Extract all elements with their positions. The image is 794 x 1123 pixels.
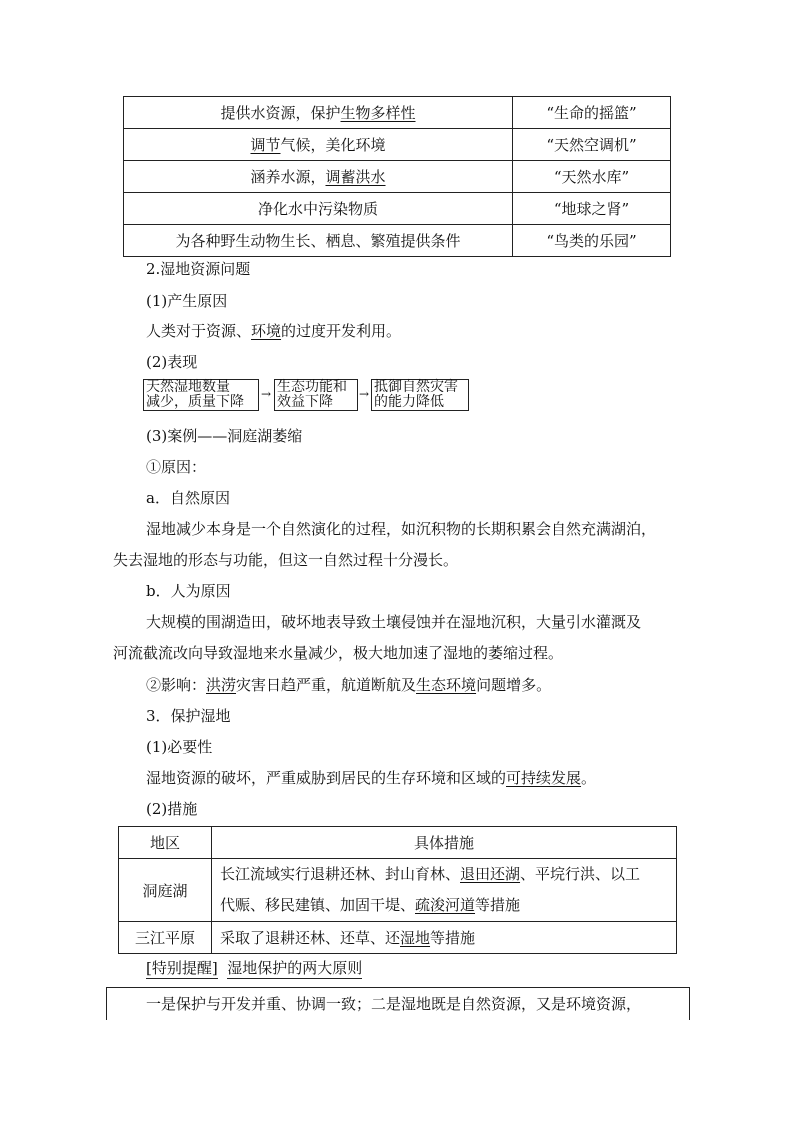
header-area: 地区 (119, 827, 212, 859)
table-row (124, 97, 671, 129)
table-row (119, 922, 677, 954)
special-tip-title (146, 957, 362, 978)
necessity-text: 湿地资源的破坏，严重威胁到居民的生存环境和区域的可持续发展。 (146, 769, 597, 787)
table-header-row (119, 827, 677, 859)
symptom-label: (2)表现 (146, 353, 198, 371)
flow-box-3: 抵御自然灾害 的能力降低 (371, 379, 469, 411)
nickname-cell: “天然水库” (513, 161, 671, 193)
nickname-cell: “鸟类的乐园” (513, 225, 671, 257)
flow-arrow: → (359, 387, 370, 401)
measures-label: (2)措施 (146, 800, 198, 818)
section-heading-2: 2.湿地资源问题 (146, 260, 251, 278)
protection-measures-table (118, 826, 677, 954)
function-cell: 调节气候，美化环境 (124, 129, 513, 161)
table-row (119, 859, 677, 922)
paragraph-line: 失去湿地的形态与功能，但这一自然过程十分漫长。 (113, 551, 459, 569)
area-cell: 三江平原 (119, 922, 212, 954)
flow-box-1: 天然湿地数量 减少，质量下降 (143, 379, 259, 411)
nickname-cell: “地球之肾” (513, 193, 671, 225)
natural-label: a．自然原因 (146, 489, 230, 507)
tip-text: 一是保护与开发并重、协调一致；二是湿地既是自然资源，又是环境资源， (146, 995, 642, 1013)
paragraph-line: 大规模的围湖造田，破坏地表导致土壤侵蚀并在湿地沉积，大量引水灌溉及 (146, 613, 642, 631)
header-detail: 具体措施 (212, 827, 677, 859)
flow-arrow: → (261, 387, 272, 401)
necessity-label: (1)必要性 (146, 738, 213, 756)
tip-label: [特别提醒] (146, 959, 218, 977)
function-cell: 提供水资源，保护生物多样性 (124, 97, 513, 129)
paragraph-line: 河流截流改向导致湿地来水量减少，极大地加速了湿地的萎缩过程。 (113, 644, 564, 662)
reason-label: ①原因： (146, 458, 207, 476)
table-row (124, 161, 671, 193)
function-cell: 净化水中污染物质 (124, 193, 513, 225)
case-label: (3)案例——洞庭湖萎缩 (146, 427, 303, 445)
paragraph-line: 湿地减少本身是一个自然演化的过程，如沉积物的长期积累会自然充满湖泊， (146, 520, 657, 538)
nickname-cell: “生命的摇篮” (513, 97, 671, 129)
area-cell: 洞庭湖 (119, 859, 212, 922)
human-label: b．人为原因 (146, 582, 231, 600)
flow-box-2: 生态功能和 效益下降 (274, 379, 358, 411)
impact-line: ②影响：洪涝灾害日趋严重，航道断航及生态环境问题增多。 (146, 676, 552, 694)
table-row (124, 225, 671, 257)
tip-heading: 湿地保护的两大原则 (227, 959, 363, 977)
wetland-function-table (123, 96, 671, 257)
section-heading-3: 3．保护湿地 (146, 707, 231, 725)
nickname-cell: “天然空调机” (513, 129, 671, 161)
detail-cell: 采取了退耕还林、还草、还湿地等措施 (212, 922, 677, 954)
function-cell: 为各种野生动物生长、栖息、繁殖提供条件 (124, 225, 513, 257)
detail-cell: 长江流域实行退耕还林、封山育林、退田还湖、平垸行洪、以工 代赈、移民建镇、加固干堤、疏浚河道等措施 (212, 859, 677, 922)
cause-label: (1)产生原因 (146, 292, 228, 310)
cause-text: 人类对于资源、环境的过度开发利用。 (146, 322, 402, 340)
table-row (124, 193, 671, 225)
function-cell: 涵养水源，调蓄洪水 (124, 161, 513, 193)
table-row (124, 129, 671, 161)
